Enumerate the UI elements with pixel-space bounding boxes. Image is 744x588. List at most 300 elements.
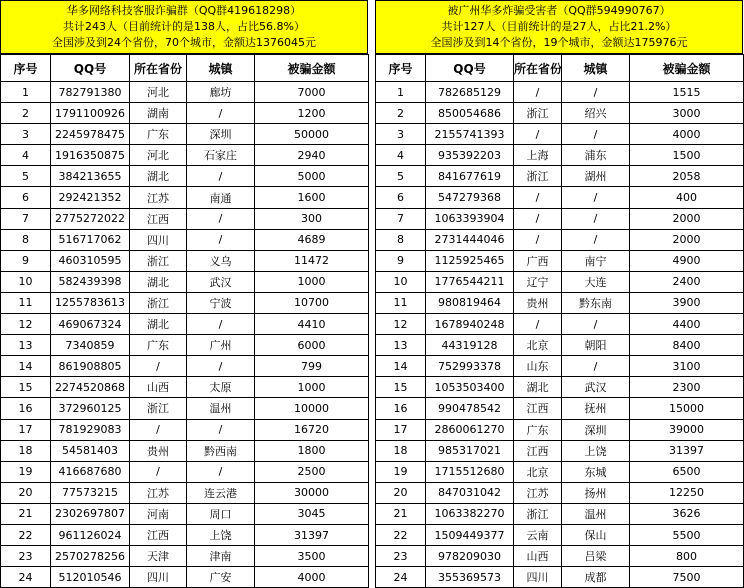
table-row — [376, 335, 744, 356]
city-cell: 义乌 — [187, 250, 255, 271]
province-cell: 江西 — [130, 524, 187, 545]
city-cell: 广州 — [187, 335, 255, 356]
amount-cell: 4900 — [630, 250, 744, 271]
serial-cell: 22 — [376, 524, 426, 545]
amount-cell: 1500 — [630, 145, 744, 166]
qq-cell: 985317021 — [426, 440, 514, 461]
table-row — [376, 166, 744, 187]
city-cell: 广安 — [187, 567, 255, 588]
amount-cell: 10000 — [255, 398, 369, 419]
serial-cell: 19 — [376, 461, 426, 482]
right-summary-scope: 全国涉及到14个省份，19个城市，金额达175976元 — [430, 36, 688, 49]
city-cell: / — [562, 208, 630, 229]
serial-cell: 9 — [1, 250, 51, 271]
city-cell: 深圳 — [187, 124, 255, 145]
city-cell: / — [562, 229, 630, 250]
table-row — [1, 503, 369, 524]
table-row — [376, 440, 744, 461]
table-row — [1, 292, 369, 313]
province-cell: 北京 — [514, 335, 562, 356]
province-cell: / — [514, 187, 562, 208]
province-cell: 山东 — [514, 356, 562, 377]
serial-cell: 9 — [376, 250, 426, 271]
province-cell: 湖北 — [130, 166, 187, 187]
table-row — [1, 524, 369, 545]
serial-cell: 24 — [1, 567, 51, 588]
amount-cell: 799 — [255, 356, 369, 377]
province-cell: 江苏 — [130, 187, 187, 208]
amount-cell: 1800 — [255, 440, 369, 461]
table-row — [376, 419, 744, 440]
amount-cell: 3000 — [630, 103, 744, 124]
table-row — [1, 250, 369, 271]
table-row — [1, 461, 369, 482]
serial-cell: 22 — [1, 524, 51, 545]
serial-cell: 19 — [1, 461, 51, 482]
city-cell: 吕梁 — [562, 546, 630, 567]
serial-cell: 8 — [376, 229, 426, 250]
province-cell: 四川 — [130, 567, 187, 588]
qq-cell: 841677619 — [426, 166, 514, 187]
serial-cell: 7 — [376, 208, 426, 229]
city-cell: 成都 — [562, 567, 630, 588]
table-row — [1, 229, 369, 250]
left-table — [0, 54, 369, 588]
serial-cell: 3 — [1, 124, 51, 145]
serial-cell: 18 — [1, 440, 51, 461]
city-cell: / — [562, 187, 630, 208]
serial-cell: 10 — [376, 271, 426, 292]
table-row — [376, 103, 744, 124]
province-cell: 浙江 — [130, 398, 187, 419]
amount-cell: 8400 — [630, 335, 744, 356]
table-row — [1, 82, 369, 103]
right-summary-count: 共计127人（目前统计的是27人，占比21.2%） — [441, 20, 677, 33]
amount-cell: 4410 — [255, 314, 369, 335]
qq-cell: 416687680 — [51, 461, 130, 482]
table-row — [1, 314, 369, 335]
city-cell: / — [562, 124, 630, 145]
qq-cell: 469067324 — [51, 314, 130, 335]
right-column-header-amount: 被骗金额 — [630, 55, 744, 82]
amount-cell: 6000 — [255, 335, 369, 356]
city-cell: 武汉 — [562, 377, 630, 398]
city-cell: 太原 — [187, 377, 255, 398]
qq-cell: 355369573 — [426, 567, 514, 588]
qq-cell: 2860061270 — [426, 419, 514, 440]
amount-cell: 3045 — [255, 503, 369, 524]
amount-cell: 4000 — [630, 124, 744, 145]
city-cell: / — [187, 166, 255, 187]
serial-cell: 6 — [376, 187, 426, 208]
province-cell: 山西 — [514, 546, 562, 567]
amount-cell: 300 — [255, 208, 369, 229]
qq-cell: 990478542 — [426, 398, 514, 419]
table-row — [1, 419, 369, 440]
right-column-header-province: 所在省份 — [514, 55, 562, 82]
table-row — [376, 461, 744, 482]
city-cell: 朝阳 — [562, 335, 630, 356]
serial-cell: 18 — [376, 440, 426, 461]
province-cell: 广西 — [514, 250, 562, 271]
province-cell: 江西 — [130, 208, 187, 229]
province-cell: 贵州 — [130, 440, 187, 461]
table-row — [376, 546, 744, 567]
amount-cell: 15000 — [630, 398, 744, 419]
city-cell: 津南 — [187, 546, 255, 567]
serial-cell: 16 — [1, 398, 51, 419]
amount-cell: 30000 — [255, 482, 369, 503]
city-cell: 大连 — [562, 271, 630, 292]
table-row — [1, 271, 369, 292]
serial-cell: 11 — [376, 292, 426, 313]
table-row — [1, 567, 369, 588]
province-cell: 江苏 — [514, 482, 562, 503]
amount-cell: 31397 — [630, 440, 744, 461]
table-row — [1, 187, 369, 208]
qq-cell: 1063393904 — [426, 208, 514, 229]
table-row — [376, 124, 744, 145]
qq-cell: 77573215 — [51, 482, 130, 503]
province-cell: 河南 — [130, 503, 187, 524]
serial-cell: 5 — [376, 166, 426, 187]
qq-cell: 2245978475 — [51, 124, 130, 145]
serial-cell: 5 — [1, 166, 51, 187]
qq-cell: 961126024 — [51, 524, 130, 545]
qq-cell: 781929083 — [51, 419, 130, 440]
table-row — [376, 271, 744, 292]
serial-cell: 1 — [376, 82, 426, 103]
table-row — [376, 187, 744, 208]
amount-cell: 12250 — [630, 482, 744, 503]
left-column-header-province: 所在省份 — [130, 55, 187, 82]
province-cell: 湖北 — [130, 314, 187, 335]
serial-cell: 23 — [376, 546, 426, 567]
province-cell: / — [514, 314, 562, 335]
table-row — [376, 377, 744, 398]
left-title: 华多网络科技客服诈骗群（QQ群419618298） — [66, 4, 302, 17]
serial-cell: 6 — [1, 187, 51, 208]
serial-cell: 20 — [1, 482, 51, 503]
qq-cell: 1678940248 — [426, 314, 514, 335]
amount-cell: 4400 — [630, 314, 744, 335]
amount-cell: 5000 — [255, 166, 369, 187]
serial-cell: 8 — [1, 229, 51, 250]
province-cell: 浙江 — [514, 103, 562, 124]
table-row — [1, 440, 369, 461]
province-cell: 云南 — [514, 524, 562, 545]
serial-cell: 21 — [376, 503, 426, 524]
serial-cell: 12 — [376, 314, 426, 335]
province-cell: / — [130, 461, 187, 482]
qq-cell: 1791100926 — [51, 103, 130, 124]
serial-cell: 16 — [376, 398, 426, 419]
city-cell: 黔西南 — [187, 440, 255, 461]
amount-cell: 3900 — [630, 292, 744, 313]
province-cell: 四川 — [130, 229, 187, 250]
serial-cell: 24 — [376, 567, 426, 588]
table-row — [376, 145, 744, 166]
serial-cell: 7 — [1, 208, 51, 229]
province-cell: 广东 — [130, 124, 187, 145]
city-cell: 保山 — [562, 524, 630, 545]
table-row — [1, 398, 369, 419]
qq-cell: 2570278256 — [51, 546, 130, 567]
left-column-header-qq: QQ号 — [51, 55, 130, 82]
city-cell: 廊坊 — [187, 82, 255, 103]
qq-cell: 1715512680 — [426, 461, 514, 482]
city-cell: 湖州 — [562, 166, 630, 187]
amount-cell: 4000 — [255, 567, 369, 588]
serial-cell: 23 — [1, 546, 51, 567]
serial-cell: 15 — [1, 377, 51, 398]
amount-cell: 2940 — [255, 145, 369, 166]
qq-cell: 1053503400 — [426, 377, 514, 398]
qq-cell: 292421352 — [51, 187, 130, 208]
amount-cell: 10700 — [255, 292, 369, 313]
qq-cell: 460310595 — [51, 250, 130, 271]
amount-cell: 4689 — [255, 229, 369, 250]
amount-cell: 3100 — [630, 356, 744, 377]
province-cell: / — [514, 124, 562, 145]
province-cell: 上海 — [514, 145, 562, 166]
province-cell: / — [514, 208, 562, 229]
city-cell: 宁波 — [187, 292, 255, 313]
amount-cell: 6500 — [630, 461, 744, 482]
qq-cell: 2775272022 — [51, 208, 130, 229]
city-cell: / — [187, 356, 255, 377]
amount-cell: 39000 — [630, 419, 744, 440]
qq-cell: 2302697807 — [51, 503, 130, 524]
serial-cell: 2 — [1, 103, 51, 124]
city-cell: 抚州 — [562, 398, 630, 419]
serial-cell: 20 — [376, 482, 426, 503]
city-cell: 上饶 — [187, 524, 255, 545]
province-cell: 浙江 — [130, 250, 187, 271]
province-cell: 浙江 — [514, 503, 562, 524]
table-row — [376, 314, 744, 335]
province-cell: / — [130, 419, 187, 440]
qq-cell: 850054686 — [426, 103, 514, 124]
province-cell: 广东 — [514, 419, 562, 440]
right-column-header-serial: 序号 — [376, 55, 426, 82]
table-row — [376, 82, 744, 103]
table-row — [1, 166, 369, 187]
city-cell: 黔东南 — [562, 292, 630, 313]
qq-cell: 935392203 — [426, 145, 514, 166]
table-row — [376, 292, 744, 313]
serial-cell: 3 — [376, 124, 426, 145]
table-row — [376, 250, 744, 271]
province-cell: 湖北 — [514, 377, 562, 398]
amount-cell: 2058 — [630, 166, 744, 187]
serial-cell: 4 — [376, 145, 426, 166]
amount-cell: 2500 — [255, 461, 369, 482]
city-cell: / — [187, 229, 255, 250]
table-row — [376, 482, 744, 503]
city-cell: 南宁 — [562, 250, 630, 271]
province-cell: / — [514, 229, 562, 250]
table-row — [1, 208, 369, 229]
table-row — [376, 356, 744, 377]
province-cell: 湖南 — [130, 103, 187, 124]
province-cell: 湖北 — [130, 271, 187, 292]
city-cell: / — [562, 356, 630, 377]
qq-cell: 384213655 — [51, 166, 130, 187]
amount-cell: 1000 — [255, 271, 369, 292]
serial-cell: 10 — [1, 271, 51, 292]
province-cell: 河北 — [130, 145, 187, 166]
left-header-row — [1, 55, 369, 82]
right-column-header-city: 城镇 — [562, 55, 630, 82]
right-header — [375, 0, 743, 54]
city-cell: 周口 — [187, 503, 255, 524]
qq-cell: 516717062 — [51, 229, 130, 250]
province-cell: 广东 — [130, 335, 187, 356]
table-row — [376, 229, 744, 250]
city-cell: 温州 — [562, 503, 630, 524]
province-cell: 天津 — [130, 546, 187, 567]
amount-cell: 31397 — [255, 524, 369, 545]
left-header — [0, 0, 368, 54]
serial-cell: 15 — [376, 377, 426, 398]
qq-cell: 1776544211 — [426, 271, 514, 292]
right-header-row — [376, 55, 744, 82]
city-cell: / — [187, 314, 255, 335]
amount-cell: 2400 — [630, 271, 744, 292]
province-cell: / — [130, 356, 187, 377]
qq-cell: 782685129 — [426, 82, 514, 103]
city-cell: 浦东 — [562, 145, 630, 166]
city-cell: 深圳 — [562, 419, 630, 440]
city-cell: / — [187, 208, 255, 229]
serial-cell: 11 — [1, 292, 51, 313]
table-row — [376, 524, 744, 545]
table-row — [376, 208, 744, 229]
city-cell: / — [187, 419, 255, 440]
serial-cell: 17 — [1, 419, 51, 440]
right-panel — [375, 0, 743, 585]
qq-cell: 1063382270 — [426, 503, 514, 524]
right-column-header-qq: QQ号 — [426, 55, 514, 82]
amount-cell: 1000 — [255, 377, 369, 398]
amount-cell: 5500 — [630, 524, 744, 545]
serial-cell: 12 — [1, 314, 51, 335]
city-cell: 南通 — [187, 187, 255, 208]
province-cell: 江苏 — [130, 482, 187, 503]
city-cell: / — [562, 82, 630, 103]
qq-cell: 54581403 — [51, 440, 130, 461]
qq-cell: 512010546 — [51, 567, 130, 588]
table-row — [1, 482, 369, 503]
qq-cell: 547279368 — [426, 187, 514, 208]
province-cell: / — [514, 82, 562, 103]
province-cell: 四川 — [514, 567, 562, 588]
table-row — [1, 103, 369, 124]
amount-cell: 800 — [630, 546, 744, 567]
qq-cell: 847031042 — [426, 482, 514, 503]
qq-cell: 372960125 — [51, 398, 130, 419]
amount-cell: 7500 — [630, 567, 744, 588]
amount-cell: 3626 — [630, 503, 744, 524]
table-row — [1, 124, 369, 145]
table-row — [376, 503, 744, 524]
table-row — [1, 335, 369, 356]
amount-cell: 2300 — [630, 377, 744, 398]
left-column-header-city: 城镇 — [187, 55, 255, 82]
amount-cell: 3500 — [255, 546, 369, 567]
qq-cell: 2155741393 — [426, 124, 514, 145]
amount-cell: 2000 — [630, 229, 744, 250]
city-cell: 石家庄 — [187, 145, 255, 166]
table-row — [376, 398, 744, 419]
qq-cell: 980819464 — [426, 292, 514, 313]
city-cell: 绍兴 — [562, 103, 630, 124]
serial-cell: 13 — [1, 335, 51, 356]
qq-cell: 44319128 — [426, 335, 514, 356]
qq-cell: 7340859 — [51, 335, 130, 356]
province-cell: 北京 — [514, 461, 562, 482]
left-column-header-serial: 序号 — [1, 55, 51, 82]
qq-cell: 2274520868 — [51, 377, 130, 398]
table-row — [1, 145, 369, 166]
city-cell: 连云港 — [187, 482, 255, 503]
province-cell: 河北 — [130, 82, 187, 103]
province-cell: 山西 — [130, 377, 187, 398]
serial-cell: 17 — [376, 419, 426, 440]
serial-cell: 14 — [376, 356, 426, 377]
qq-cell: 978209030 — [426, 546, 514, 567]
table-row — [1, 377, 369, 398]
province-cell: 江西 — [514, 398, 562, 419]
province-cell: 浙江 — [514, 166, 562, 187]
amount-cell: 1200 — [255, 103, 369, 124]
amount-cell: 1515 — [630, 82, 744, 103]
amount-cell: 16720 — [255, 419, 369, 440]
qq-cell: 752993378 — [426, 356, 514, 377]
qq-cell: 1916350875 — [51, 145, 130, 166]
serial-cell: 13 — [376, 335, 426, 356]
table-row — [376, 567, 744, 588]
qq-cell: 582439398 — [51, 271, 130, 292]
city-cell: 扬州 — [562, 482, 630, 503]
qq-cell: 782791380 — [51, 82, 130, 103]
table-row — [1, 546, 369, 567]
province-cell: 江西 — [514, 440, 562, 461]
serial-cell: 21 — [1, 503, 51, 524]
city-cell: / — [187, 103, 255, 124]
province-cell: 浙江 — [130, 292, 187, 313]
qq-cell: 1509449377 — [426, 524, 514, 545]
city-cell: 温州 — [187, 398, 255, 419]
qq-cell: 861908805 — [51, 356, 130, 377]
qq-cell: 1125925465 — [426, 250, 514, 271]
left-column-header-amount: 被骗金额 — [255, 55, 369, 82]
left-summary-scope: 全国涉及到24个省份，70个城市，金额达1376045元 — [52, 36, 316, 49]
province-cell: 贵州 — [514, 292, 562, 313]
amount-cell: 400 — [630, 187, 744, 208]
left-summary-count: 共计243人（目前统计的是138人，占比56.8%） — [63, 20, 305, 33]
table-row — [1, 356, 369, 377]
serial-cell: 4 — [1, 145, 51, 166]
amount-cell: 2000 — [630, 208, 744, 229]
city-cell: 武汉 — [187, 271, 255, 292]
province-cell: 辽宁 — [514, 271, 562, 292]
qq-cell: 2731444046 — [426, 229, 514, 250]
serial-cell: 2 — [376, 103, 426, 124]
amount-cell: 7000 — [255, 82, 369, 103]
left-panel — [0, 0, 368, 585]
